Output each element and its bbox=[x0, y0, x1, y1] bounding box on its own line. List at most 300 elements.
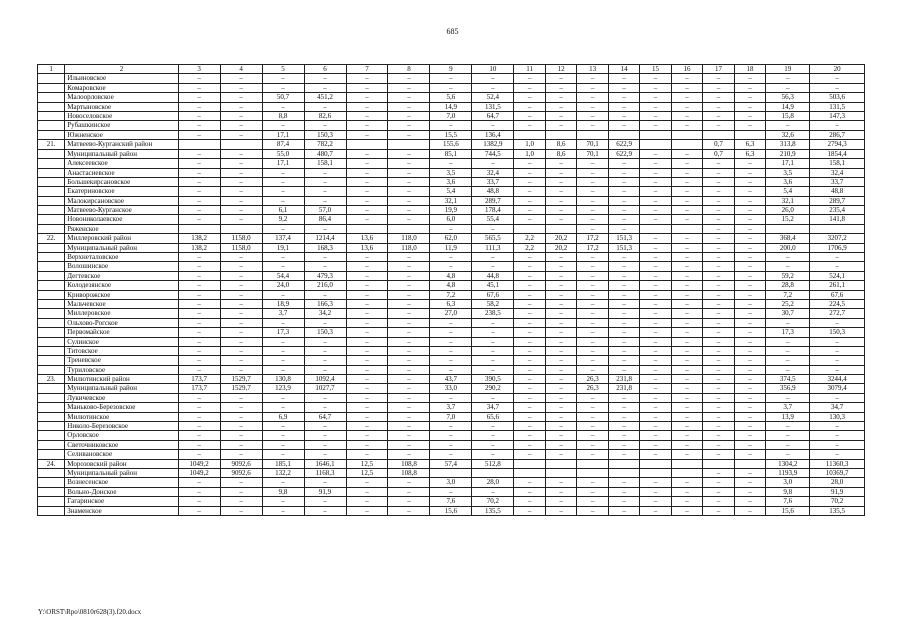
value-cell bbox=[640, 130, 671, 139]
value-cell: – bbox=[178, 149, 220, 158]
value-cell: – bbox=[608, 206, 639, 215]
value-cell bbox=[671, 459, 702, 468]
value-cell: 32,1 bbox=[430, 196, 472, 205]
table-row bbox=[38, 187, 865, 196]
row-number-cell bbox=[38, 159, 65, 168]
value-cell: – bbox=[545, 168, 576, 177]
value-cell: – bbox=[430, 450, 472, 459]
column-number: 12 bbox=[545, 65, 576, 74]
value-cell: – bbox=[810, 337, 865, 346]
value-cell: – bbox=[178, 337, 220, 346]
value-cell: – bbox=[577, 356, 608, 365]
value-cell: 8,8 bbox=[262, 111, 304, 120]
name-cell: Матвеево-Курганское bbox=[65, 206, 178, 215]
value-cell: – bbox=[577, 177, 608, 186]
value-cell: – bbox=[514, 346, 545, 355]
value-cell: – bbox=[577, 168, 608, 177]
table-row bbox=[38, 450, 865, 459]
value-cell: – bbox=[262, 187, 304, 196]
value-cell: – bbox=[220, 130, 262, 139]
value-cell: – bbox=[178, 271, 220, 280]
value-cell: – bbox=[703, 111, 734, 120]
value-cell: – bbox=[220, 431, 262, 440]
value-cell: 108,8 bbox=[388, 459, 430, 468]
value-cell: – bbox=[640, 159, 671, 168]
value-cell: – bbox=[671, 328, 702, 337]
value-cell: – bbox=[577, 206, 608, 215]
value-cell: – bbox=[545, 83, 576, 92]
value-cell: – bbox=[671, 215, 702, 224]
value-cell: – bbox=[430, 159, 472, 168]
value-cell: – bbox=[734, 403, 765, 412]
value-cell: – bbox=[577, 74, 608, 83]
value-cell: – bbox=[346, 375, 388, 384]
row-number-cell bbox=[38, 168, 65, 177]
value-cell: – bbox=[640, 318, 671, 327]
name-cell: Алексеевское bbox=[65, 159, 178, 168]
value-cell: – bbox=[346, 403, 388, 412]
value-cell: 238,5 bbox=[472, 309, 514, 318]
value-cell: – bbox=[545, 328, 576, 337]
value-cell: – bbox=[608, 215, 639, 224]
value-cell: – bbox=[220, 487, 262, 496]
value-cell: – bbox=[514, 440, 545, 449]
value-cell: 3,5 bbox=[766, 168, 810, 177]
value-cell: 7,2 bbox=[766, 290, 810, 299]
value-cell: – bbox=[304, 290, 346, 299]
value-cell: 70,1 bbox=[577, 140, 608, 150]
column-number: 2 bbox=[65, 65, 178, 74]
value-cell: 7,2 bbox=[430, 290, 472, 299]
table-row bbox=[38, 440, 865, 449]
value-cell: – bbox=[346, 506, 388, 515]
value-cell: 7,0 bbox=[430, 412, 472, 421]
value-cell: – bbox=[472, 440, 514, 449]
row-number-cell bbox=[38, 93, 65, 102]
value-cell: – bbox=[577, 450, 608, 459]
row-number-cell bbox=[38, 271, 65, 280]
value-cell: – bbox=[703, 412, 734, 421]
value-cell: – bbox=[304, 102, 346, 111]
row-number-cell bbox=[38, 177, 65, 186]
column-number: 20 bbox=[810, 65, 865, 74]
value-cell: 235,4 bbox=[810, 206, 865, 215]
table-row bbox=[38, 121, 865, 130]
table-row bbox=[38, 111, 865, 120]
value-cell: – bbox=[577, 497, 608, 506]
value-cell: – bbox=[304, 356, 346, 365]
value-cell: – bbox=[262, 337, 304, 346]
value-cell: 3,7 bbox=[766, 403, 810, 412]
value-cell: 451,2 bbox=[304, 93, 346, 102]
value-cell: – bbox=[734, 111, 765, 120]
value-cell: – bbox=[304, 187, 346, 196]
value-cell: 48,8 bbox=[472, 187, 514, 196]
value-cell: – bbox=[430, 253, 472, 262]
value-cell: – bbox=[671, 440, 702, 449]
value-cell: – bbox=[640, 328, 671, 337]
value-cell: – bbox=[346, 393, 388, 402]
value-cell: – bbox=[608, 346, 639, 355]
table-row bbox=[38, 469, 865, 478]
value-cell: – bbox=[262, 403, 304, 412]
value-cell: – bbox=[734, 478, 765, 487]
name-cell: Морозовский район bbox=[65, 459, 178, 468]
value-cell: 138,2 bbox=[178, 234, 220, 243]
value-cell: – bbox=[640, 365, 671, 374]
value-cell: – bbox=[671, 290, 702, 299]
value-cell: – bbox=[703, 196, 734, 205]
value-cell: – bbox=[346, 168, 388, 177]
value-cell: – bbox=[671, 74, 702, 83]
value-cell: – bbox=[734, 469, 765, 478]
value-cell: – bbox=[766, 262, 810, 271]
value-cell bbox=[545, 224, 576, 233]
value-cell: 6,1 bbox=[262, 206, 304, 215]
row-number-cell bbox=[38, 422, 65, 431]
value-cell: 58,2 bbox=[472, 299, 514, 308]
value-cell: – bbox=[388, 206, 430, 215]
value-cell bbox=[608, 469, 639, 478]
name-cell: Орловское bbox=[65, 431, 178, 440]
value-cell: – bbox=[671, 177, 702, 186]
value-cell: 3,7 bbox=[262, 309, 304, 318]
column-number: 1 bbox=[38, 65, 65, 74]
value-cell: – bbox=[514, 384, 545, 393]
table-row bbox=[38, 253, 865, 262]
value-cell: 17,1 bbox=[262, 159, 304, 168]
value-cell: – bbox=[640, 356, 671, 365]
value-cell: 1304,2 bbox=[766, 459, 810, 468]
name-cell: Треневское bbox=[65, 356, 178, 365]
value-cell: 782,2 bbox=[304, 140, 346, 150]
table-row bbox=[38, 422, 865, 431]
value-cell: – bbox=[577, 262, 608, 271]
table-row bbox=[38, 365, 865, 374]
row-number-cell bbox=[38, 149, 65, 158]
value-cell: – bbox=[388, 271, 430, 280]
value-cell: – bbox=[178, 281, 220, 290]
value-cell: – bbox=[472, 121, 514, 130]
value-cell: – bbox=[514, 187, 545, 196]
value-cell: – bbox=[514, 356, 545, 365]
value-cell: – bbox=[388, 290, 430, 299]
value-cell: 147,3 bbox=[810, 111, 865, 120]
value-cell: 54,4 bbox=[262, 271, 304, 280]
value-cell: – bbox=[304, 431, 346, 440]
table-row bbox=[38, 281, 865, 290]
value-cell: – bbox=[178, 422, 220, 431]
value-cell: – bbox=[766, 74, 810, 83]
value-cell: 151,3 bbox=[608, 243, 639, 252]
value-cell: 2794,3 bbox=[810, 140, 865, 150]
value-cell: – bbox=[388, 478, 430, 487]
value-cell: – bbox=[545, 487, 576, 496]
value-cell: 524,1 bbox=[810, 271, 865, 280]
name-cell: Большекирсановское bbox=[65, 177, 178, 186]
value-cell: 4,8 bbox=[430, 271, 472, 280]
value-cell: – bbox=[671, 187, 702, 196]
value-cell: – bbox=[220, 83, 262, 92]
value-cell: – bbox=[703, 450, 734, 459]
value-cell: – bbox=[734, 337, 765, 346]
value-cell: – bbox=[178, 506, 220, 515]
table-row bbox=[38, 412, 865, 421]
table-body bbox=[38, 65, 865, 516]
value-cell: 28,0 bbox=[472, 478, 514, 487]
value-cell: – bbox=[472, 159, 514, 168]
value-cell: – bbox=[514, 177, 545, 186]
value-cell: – bbox=[703, 83, 734, 92]
value-cell: – bbox=[671, 318, 702, 327]
name-cell: Колодезянское bbox=[65, 281, 178, 290]
value-cell: – bbox=[178, 159, 220, 168]
row-number-cell bbox=[38, 187, 65, 196]
value-cell: – bbox=[220, 497, 262, 506]
value-cell: – bbox=[577, 83, 608, 92]
table-row bbox=[38, 337, 865, 346]
value-cell: – bbox=[545, 450, 576, 459]
value-cell: 141,8 bbox=[810, 215, 865, 224]
value-cell: 479,3 bbox=[304, 271, 346, 280]
value-cell: – bbox=[346, 215, 388, 224]
value-cell: 150,3 bbox=[304, 130, 346, 139]
value-cell: – bbox=[734, 375, 765, 384]
value-cell: 356,9 bbox=[766, 384, 810, 393]
name-cell: Новоселовское bbox=[65, 111, 178, 120]
name-cell: Ряженское bbox=[65, 224, 178, 233]
value-cell: 57,0 bbox=[304, 206, 346, 215]
value-cell: – bbox=[608, 328, 639, 337]
value-cell bbox=[671, 130, 702, 139]
value-cell: – bbox=[388, 318, 430, 327]
value-cell: 368,4 bbox=[766, 234, 810, 243]
value-cell: 33,7 bbox=[472, 177, 514, 186]
value-cell: 3,6 bbox=[430, 177, 472, 186]
value-cell: – bbox=[430, 422, 472, 431]
table-row bbox=[38, 168, 865, 177]
value-cell: – bbox=[734, 506, 765, 515]
value-cell: – bbox=[514, 196, 545, 205]
table-row bbox=[38, 243, 865, 252]
table-row bbox=[38, 356, 865, 365]
row-number-cell bbox=[38, 253, 65, 262]
value-cell: – bbox=[220, 281, 262, 290]
value-cell: – bbox=[577, 403, 608, 412]
value-cell: – bbox=[388, 159, 430, 168]
value-cell: – bbox=[671, 365, 702, 374]
value-cell: 64,7 bbox=[472, 111, 514, 120]
value-cell: 155,6 bbox=[430, 140, 472, 150]
value-cell: – bbox=[514, 206, 545, 215]
row-number-cell bbox=[38, 243, 65, 252]
value-cell: – bbox=[514, 299, 545, 308]
value-cell: – bbox=[734, 253, 765, 262]
value-cell: – bbox=[671, 262, 702, 271]
row-number-cell bbox=[38, 74, 65, 83]
value-cell: 17,2 bbox=[577, 234, 608, 243]
value-cell: – bbox=[220, 337, 262, 346]
value-cell: 137,4 bbox=[262, 234, 304, 243]
name-cell: Анастасиевское bbox=[65, 168, 178, 177]
row-number-cell bbox=[38, 403, 65, 412]
value-cell: – bbox=[734, 328, 765, 337]
value-cell: – bbox=[703, 243, 734, 252]
value-cell: 57,4 bbox=[430, 459, 472, 468]
value-cell: 56,3 bbox=[766, 93, 810, 102]
row-number-cell bbox=[38, 440, 65, 449]
value-cell: – bbox=[640, 243, 671, 252]
value-cell: – bbox=[577, 346, 608, 355]
value-cell: – bbox=[545, 177, 576, 186]
value-cell: – bbox=[734, 93, 765, 102]
row-number-cell: 21. bbox=[38, 140, 65, 150]
value-cell: – bbox=[220, 121, 262, 130]
table-row bbox=[38, 309, 865, 318]
value-cell: 390,5 bbox=[472, 375, 514, 384]
name-cell: Малокирсановское bbox=[65, 196, 178, 205]
value-cell: – bbox=[388, 177, 430, 186]
value-cell bbox=[640, 224, 671, 233]
value-cell: 289,7 bbox=[472, 196, 514, 205]
value-cell: – bbox=[220, 412, 262, 421]
value-cell: – bbox=[514, 253, 545, 262]
row-number-cell bbox=[38, 206, 65, 215]
value-cell: 13,6 bbox=[346, 243, 388, 252]
value-cell: – bbox=[472, 365, 514, 374]
table-row bbox=[38, 478, 865, 487]
value-cell: – bbox=[810, 262, 865, 271]
value-cell: – bbox=[640, 290, 671, 299]
value-cell: – bbox=[388, 121, 430, 130]
value-cell: – bbox=[734, 74, 765, 83]
value-cell: – bbox=[703, 403, 734, 412]
value-cell: – bbox=[262, 346, 304, 355]
value-cell: – bbox=[640, 384, 671, 393]
column-number: 10 bbox=[472, 65, 514, 74]
value-cell: 26,3 bbox=[577, 375, 608, 384]
value-cell: – bbox=[178, 177, 220, 186]
value-cell: – bbox=[178, 111, 220, 120]
value-cell: – bbox=[640, 253, 671, 262]
row-number-cell bbox=[38, 346, 65, 355]
value-cell: – bbox=[346, 365, 388, 374]
value-cell: – bbox=[640, 206, 671, 215]
value-cell: – bbox=[671, 196, 702, 205]
value-cell: – bbox=[703, 497, 734, 506]
row-number-cell bbox=[38, 111, 65, 120]
value-cell: – bbox=[734, 215, 765, 224]
value-cell: – bbox=[388, 168, 430, 177]
value-cell: – bbox=[178, 487, 220, 496]
value-cell: – bbox=[262, 74, 304, 83]
value-cell: – bbox=[262, 262, 304, 271]
value-cell: – bbox=[810, 83, 865, 92]
value-cell: – bbox=[262, 83, 304, 92]
value-cell: 130,8 bbox=[262, 375, 304, 384]
value-cell: 166,3 bbox=[304, 299, 346, 308]
value-cell: – bbox=[388, 93, 430, 102]
value-cell: – bbox=[766, 337, 810, 346]
value-cell: – bbox=[514, 497, 545, 506]
value-cell: – bbox=[734, 365, 765, 374]
value-cell: 744,5 bbox=[472, 149, 514, 158]
value-cell: – bbox=[703, 271, 734, 280]
value-cell: – bbox=[640, 93, 671, 102]
value-cell: – bbox=[703, 384, 734, 393]
value-cell: – bbox=[577, 159, 608, 168]
value-cell: – bbox=[640, 262, 671, 271]
value-cell: – bbox=[472, 337, 514, 346]
value-cell: – bbox=[577, 440, 608, 449]
value-cell: – bbox=[388, 111, 430, 120]
value-cell: 14,9 bbox=[766, 102, 810, 111]
value-cell: 25,2 bbox=[766, 299, 810, 308]
value-cell: – bbox=[262, 478, 304, 487]
table-row bbox=[38, 177, 865, 186]
value-cell: 622,9 bbox=[608, 149, 639, 158]
value-cell: – bbox=[703, 102, 734, 111]
row-number-cell bbox=[38, 393, 65, 402]
value-cell: – bbox=[514, 318, 545, 327]
value-cell: 286,7 bbox=[810, 130, 865, 139]
value-cell: 15,2 bbox=[766, 215, 810, 224]
value-cell: – bbox=[640, 177, 671, 186]
value-cell: 135,5 bbox=[472, 506, 514, 515]
value-cell: – bbox=[608, 431, 639, 440]
value-cell: 132,2 bbox=[262, 469, 304, 478]
value-cell bbox=[671, 140, 702, 150]
value-cell: – bbox=[608, 440, 639, 449]
value-cell: – bbox=[514, 271, 545, 280]
value-cell: 0,7 bbox=[703, 140, 734, 150]
value-cell: – bbox=[346, 281, 388, 290]
value-cell: – bbox=[671, 412, 702, 421]
value-cell: 67,6 bbox=[810, 290, 865, 299]
value-cell: – bbox=[766, 431, 810, 440]
value-cell: 65,6 bbox=[472, 412, 514, 421]
value-cell: – bbox=[304, 393, 346, 402]
value-cell: – bbox=[734, 412, 765, 421]
value-cell: 70,2 bbox=[810, 497, 865, 506]
value-cell: – bbox=[577, 393, 608, 402]
value-cell: – bbox=[178, 309, 220, 318]
value-cell: 32,1 bbox=[766, 196, 810, 205]
value-cell: 34,7 bbox=[810, 403, 865, 412]
value-cell: – bbox=[703, 215, 734, 224]
value-cell: – bbox=[608, 271, 639, 280]
value-cell: – bbox=[577, 318, 608, 327]
value-cell: – bbox=[388, 440, 430, 449]
value-cell: – bbox=[545, 206, 576, 215]
value-cell: – bbox=[703, 224, 734, 233]
value-cell: – bbox=[514, 412, 545, 421]
value-cell: 5,4 bbox=[766, 187, 810, 196]
value-cell: 108,8 bbox=[388, 469, 430, 478]
value-cell: – bbox=[430, 83, 472, 92]
value-cell: – bbox=[545, 111, 576, 120]
value-cell: – bbox=[304, 177, 346, 186]
value-cell: – bbox=[220, 356, 262, 365]
value-cell: – bbox=[262, 168, 304, 177]
value-cell: 82,6 bbox=[304, 111, 346, 120]
value-cell: – bbox=[577, 93, 608, 102]
value-cell: – bbox=[430, 487, 472, 496]
value-cell: 12,5 bbox=[346, 469, 388, 478]
value-cell bbox=[810, 224, 865, 233]
value-cell: 17,3 bbox=[262, 328, 304, 337]
value-cell: – bbox=[178, 497, 220, 506]
